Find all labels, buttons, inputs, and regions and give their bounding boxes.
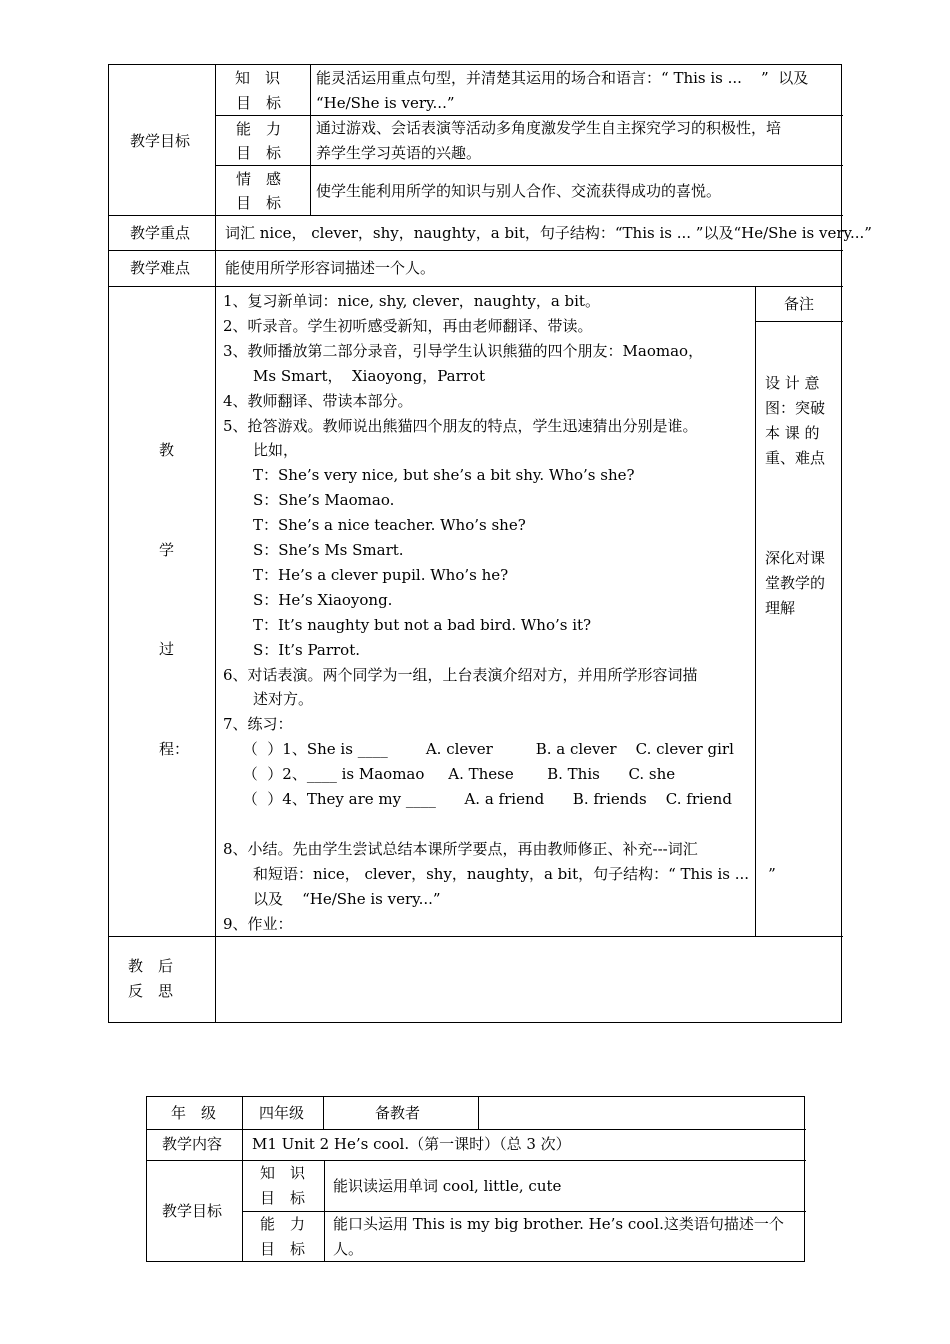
process-line: （ ）2、____ is Maomao A. These B. This C. she [223,765,676,784]
process-line: T：She’s a nice teacher. Who’s she? [223,516,526,535]
process-line: （ ）4、They are my ____ A. a friend B. friends C. friend [223,790,732,808]
col-divider [324,1160,325,1262]
difficult-label: 教学难点 [130,259,191,277]
knowledge-label-2a: 知 识 [260,1164,306,1182]
process-line: 4、教师翻译、带读本部分。 [223,391,413,410]
process-line: S：She’s Ms Smart. [223,541,404,559]
row-divider [109,936,843,937]
emotion-label-2: 目 标 [236,194,282,212]
process-label-4: 程： [159,740,190,758]
process-line: 3、教师播放第二部分录音，引导学生认识熊猫的四个朋友：Maomao， [223,341,704,360]
lesson-plan-table [108,64,872,1023]
content-value: M1 Unit 2 He’s cool.（第一课时）（总 3 次） [252,1135,571,1153]
ability-label-2a: 能 力 [260,1215,306,1233]
col-divider [755,286,756,936]
process-line: 1、复习新单词：nice, shy, clever，naughty，a bit。 [223,292,600,310]
row-divider [109,250,843,251]
row-divider [109,286,843,287]
col-divider [310,65,311,215]
process-line: T：It’s naughty but not a bad bird. Who’s it? [223,615,592,634]
lesson-plan-table-2 [146,1096,805,1262]
ability-label-1: 能 力 [236,120,282,138]
process-line: 9、作业： [223,914,293,933]
key-text: 词汇 nice， clever，shy，naughty，a bit，句子结构：“This is ... ”以及“He/She is very...” [225,224,872,242]
knowledge-label-1: 知 识 [235,69,281,87]
process-line: 以及 “He/She is very...” [223,889,441,908]
difficult-text: 能使用所学形容词描述一个人。 [225,259,436,277]
emotion-text: 使学生能利用所学的知识与别人合作、交流获得成功的喜悦。 [316,182,722,200]
notes-2-line-1: 深化对课 [765,549,826,567]
process-line: 5、抢答游戏。教师说出熊猫四个朋友的特点，学生迅速猜出分别是谁。 [223,416,698,435]
ability-text-1: 通过游戏、会话表演等活动多角度激发学生自主探究学习的积极性，培 [316,119,782,137]
ability-text-2a: 能口头运用 This is my big brother. He’s cool.这类语句描述一个 [333,1215,784,1233]
goals-label-2: 教学目标 [162,1202,223,1220]
col-divider [478,1097,479,1129]
ability-text-2b: 人。 [333,1240,364,1258]
process-line: 和短语：nice， clever，shy，naughty，a bit，句子结构：“ This is ... ” [223,864,776,883]
process-line: T：He’s a clever pupil. Who’s he? [223,565,509,584]
col-divider [323,1097,324,1129]
process-line: S：He’s Xiaoyong. [223,590,393,609]
reflection-label-1: 教 后 [128,957,174,975]
preparer-label: 备教者 [375,1104,421,1122]
process-label-1: 教 [159,441,175,459]
knowledge-label-2: 目 标 [236,94,282,112]
content-label: 教学内容 [162,1135,223,1153]
notes-1-line-2: 图：突破 [765,399,826,417]
goals-label: 教学目标 [130,132,191,150]
process-line: （ ）1、She is ____ A. clever B. a clever C. clever girl [223,740,734,759]
process-line: 8、小结。先由学生尝试总结本课所学要点，再由教师修正、补充---词汇 [223,839,698,858]
notes-1-line-1: 设 计 意 [765,374,820,392]
notes-2-line-3: 理解 [765,599,796,617]
notes-header-divider [755,321,843,322]
ability-text-2: 养学生学习英语的兴趣。 [316,144,482,162]
knowledge-text-2: “He/She is very...” [316,94,455,112]
notes-1-line-4: 重、难点 [765,449,826,467]
ability-label-2b: 目 标 [260,1240,306,1258]
process-line: 7、练习： [223,715,293,734]
process-line: S：She’s Maomao. [223,491,395,510]
process-label-3: 过 [159,640,175,658]
ability-label-2: 目 标 [236,144,282,162]
grade-label: 年 级 [171,1104,217,1122]
col-divider [242,1097,243,1262]
row-divider [147,1160,806,1161]
process-line: 述对方。 [223,690,314,709]
row-divider [147,1129,806,1130]
process-line: 2、听录音。学生初听感受新知，再由老师翻译、带读。 [223,316,593,335]
knowledge-label-2b: 目 标 [260,1189,306,1207]
process-line: S：It’s Parrot. [223,640,360,659]
process-line: T：She’s very nice, but she’s a bit shy. Who’s she? [223,466,635,485]
reflection-label-2: 反 思 [128,982,174,1000]
notes-2-line-2: 堂教学的 [765,574,826,592]
notes-header: 备注 [784,295,815,313]
row-divider [109,215,843,216]
process-line: Ms Smart， Xiaoyong，Parrot [223,366,485,385]
key-label: 教学重点 [130,224,191,242]
process-label-2: 学 [159,541,175,559]
process-line: 6、对话表演。两个同学为一组，上台表演介绍对方，并用所学形容词描 [223,665,698,684]
grade-value: 四年级 [259,1104,305,1122]
col-divider [215,65,216,1023]
knowledge-text-1: 能灵活运用重点句型，并清楚其运用的场合和语言：“ This is ... ” 以及 [316,69,809,87]
notes-1-line-3: 本 课 的 [765,424,820,442]
knowledge-text-2: 能识读运用单词 cool, little, cute [333,1177,562,1195]
process-line: 比如， [223,441,299,460]
emotion-label-1: 情 感 [236,170,282,188]
